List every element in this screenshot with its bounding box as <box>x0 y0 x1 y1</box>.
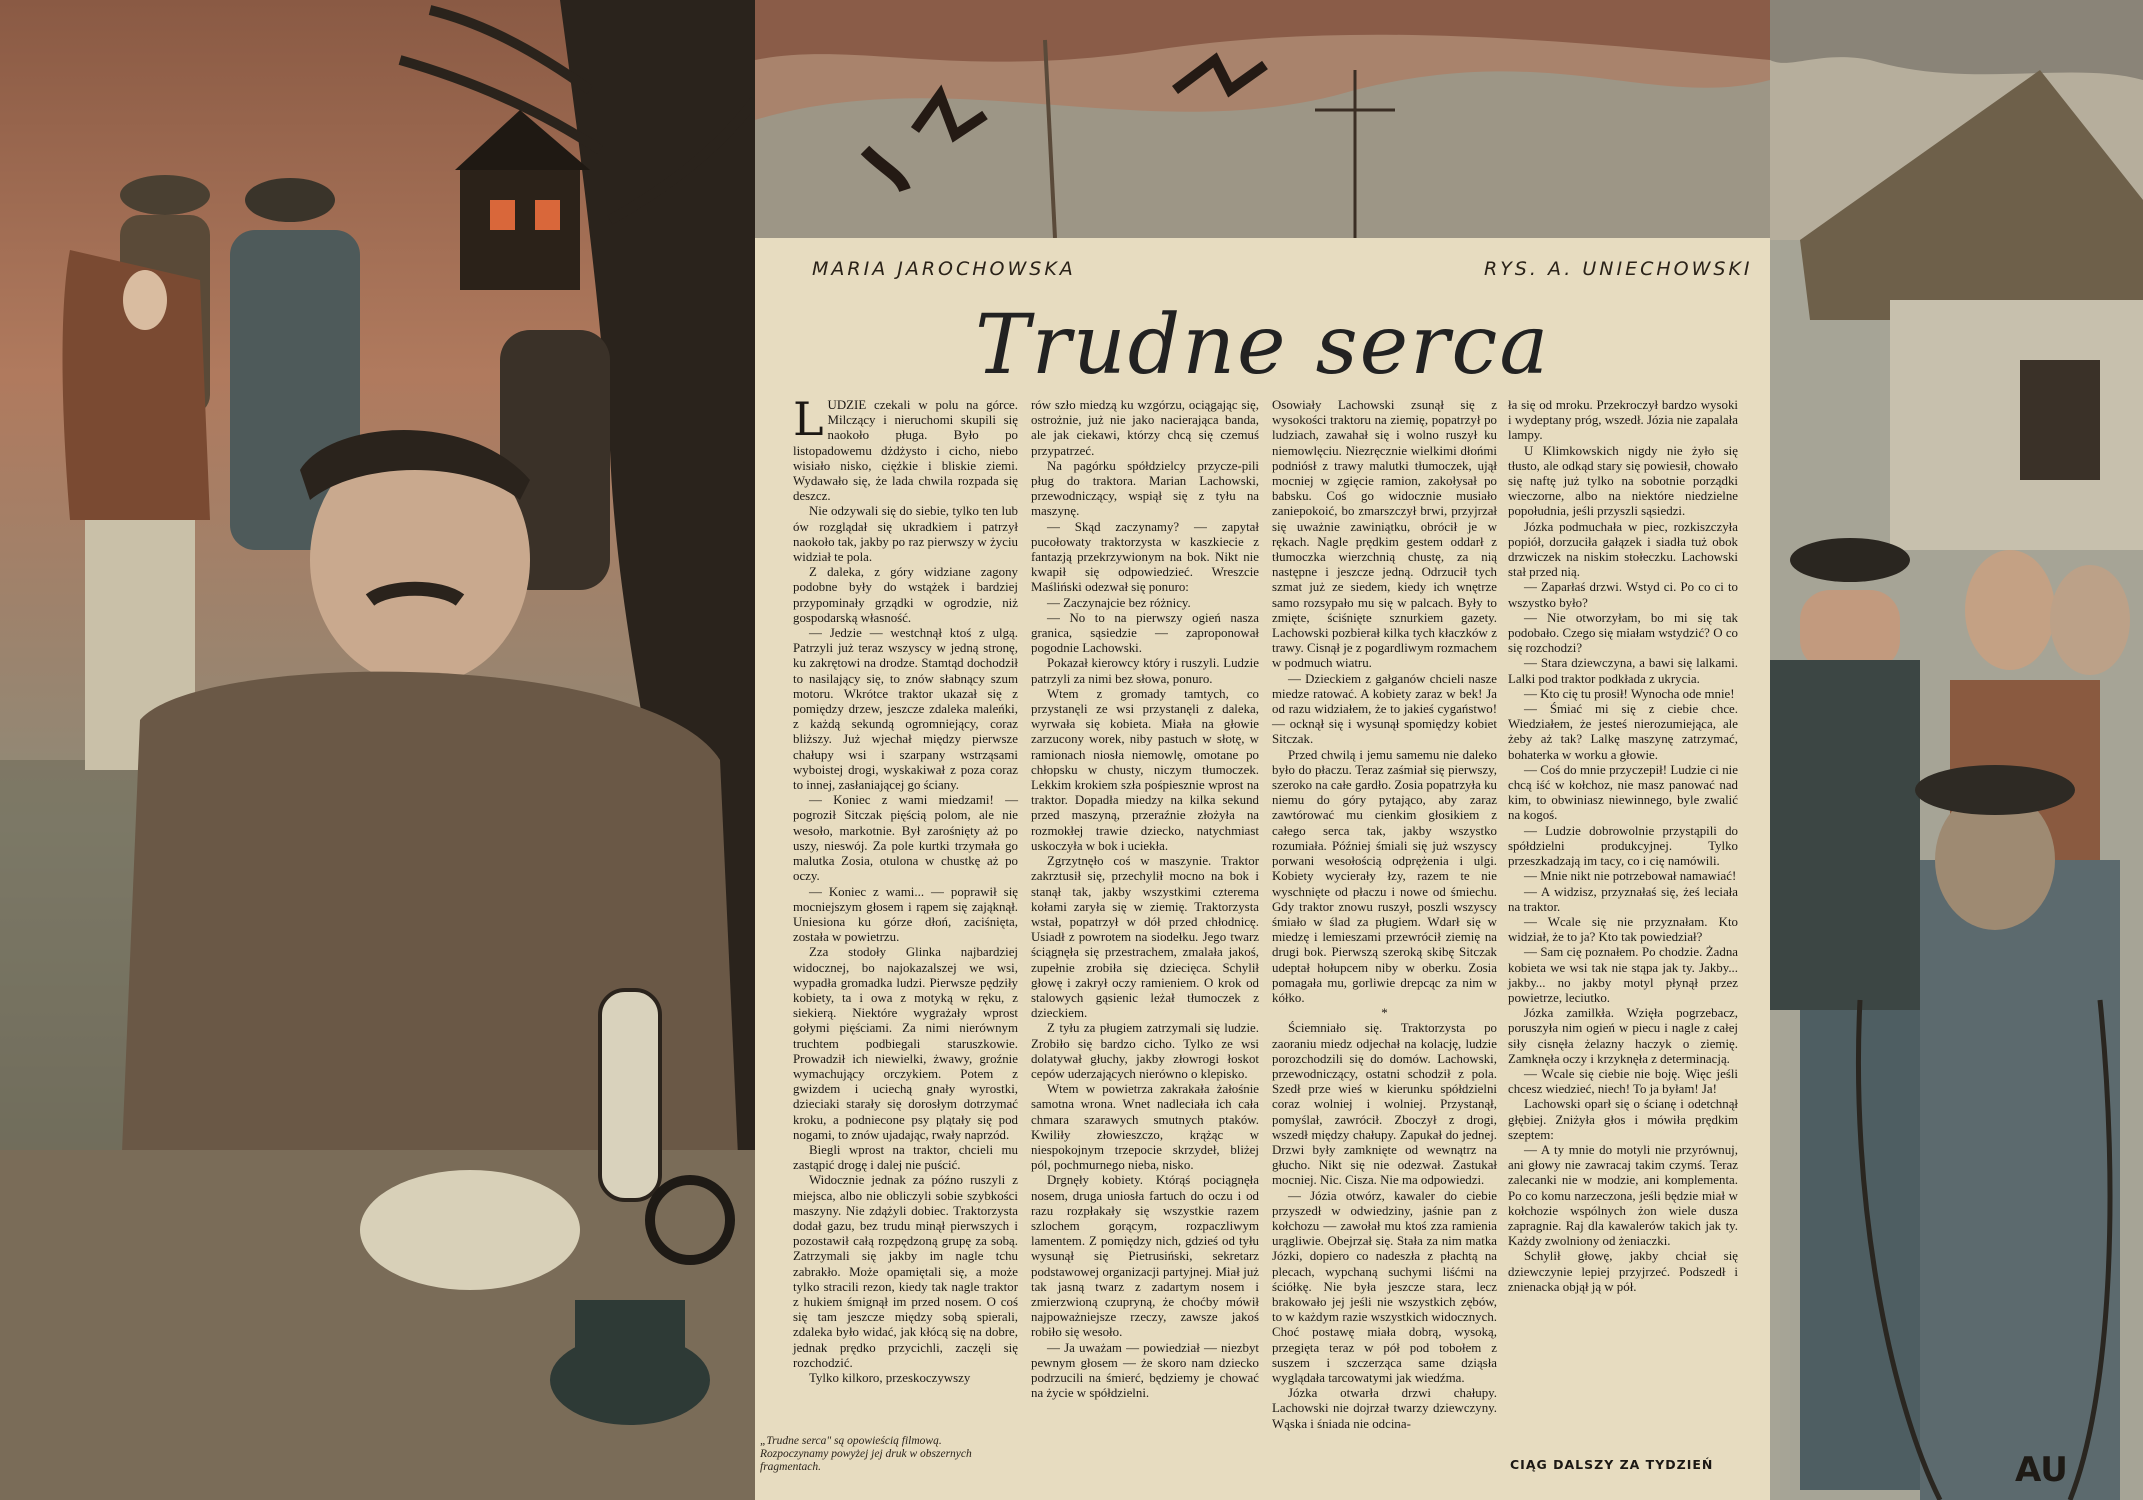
paragraph: — Zaczynajcie bez różnicy. <box>1047 595 1191 610</box>
paragraph: Drgnęły kobiety. Którąś pociągnęła nosem, druga uniosła fartuch do oczu i od razu rozpłakały się wszystkie razem szlochem gorącym, rozpaczliwym lamentem. Z pomiędzy nich, gdzieś od tyłu wysunął się Pietrusiński, sekretarz podstawowej organizacji partyjnej. Miał już tak jasną twarz z zadartym nosem i zmierzwioną czupryną, że choćby mówił najpoważniejsze rzeczy, zawsze jakoś robiło się wesoło. <box>1031 1173 1259 1340</box>
paragraph: — Dzieckiem z gałganów chcieli nasze miedze ratować. A kobiety zaraz w bek! Ja od razu widziałem, że to jakieś cygaństwo! — ocknął się i wysunął spomiędzy kobiet Sitczak. <box>1272 671 1497 747</box>
artist-signature: AU <box>2015 1450 2068 1490</box>
text-column-1 <box>793 392 1018 1386</box>
paragraph: — Wcale się ciebie nie boję. Więc jeśli chcesz wiedzieć, niech! To ja byłam! Ja! <box>1508 1066 1738 1097</box>
paragraph: — Ludzie dobrowolnie przystąpili do spółdzielni produkcyjnej. Tylko przeszkadzają im tacy, co i cię namówili. <box>1508 823 1738 869</box>
paragraph: Z daleka, z góry widziane zagony podobne były do wstążek i bardziej przypominały grządki w ogrodzie, niż gospodarską własność. <box>793 565 1018 625</box>
paragraph: Osowiały Lachowski zsunął się z wysokości traktoru na ziemię, popatrzył po ludziach, zawahał się i wolno ruszył ku niemowlęciu. Niezręcznie wielkimi dłońmi podniósł z trawy malutki tłumoczek, ujął mocniej w zgięcie ramion, zakołysał po babsku. Coś go widocznie musiało zaniepokoić, bo zmarszczył brwi, przyjrzał się uważnie zawiniątku, obrócił je w rękach. Nagle prędkim gestem oddarł z tłumoczka wierzchnią chustę, za nią następne i jeszcze jedną. Odrzucił tych szmat już ze siedem, kiedy ich wnętrze samo rozsypało mu się w palcach. Były to zmięte, ściśnięte sznurkiem gazety. Lachowski pozbierał kilka tych kłaczków z trawy. Cisnął je z pogardliwym rozmachem w podmuch wiatru. <box>1272 398 1497 671</box>
paragraph: Biegli wprost na traktor, chcieli mu zastąpić drogę i dalej nie puścić. <box>793 1142 1018 1173</box>
paragraph: Lachowski oparł się o ścianę i odetchnął głębiej. Zniżyła głos i mówiła prędkim szeptem: <box>1508 1097 1738 1142</box>
paragraph: — Śmiać mi się z ciebie chce. Wiedziałem, że jesteś nierozumiejąca, ale żeby aż tak? Lalkę maszynę zatrzymać, bohaterka w worku a głowie. <box>1508 702 1738 762</box>
paragraph: Schylił głowę, jakby chciał się dziewczynie lepiej przyjrzeć. Podszedł i znienacka objął ją w pół. <box>1508 1249 1738 1294</box>
paragraph: — Zaparłaś drzwi. Wstyd ci. Po co ci to wszystko było? <box>1508 580 1738 610</box>
paragraph: — Wcale się nie przyznałam. Kto widział, że to ja? Kto tak powiedział? <box>1508 914 1738 945</box>
paragraph: — Koniec z wami... — poprawił się mocniejszym głosem i rąpem się zająknął. Uniesiona ku górze dłoń, zaciśnięta, została w powietrzu. <box>793 884 1018 945</box>
paragraph: — Skąd zaczynamy? — zapytał pucołowaty traktorzysta w kaszkiecie z fantazją przekrzywionym na bok. Nikt nie kwapił się odpowiedzieć. Wreszcie Maśliński odezwał się ponuro: <box>1031 519 1259 595</box>
paragraph: UDZIE czekali w polu na górce. Milczący i nieruchomi skupili się naokoło pługa. Było po listopadowemu dżdżysto i cicho, niebo wisiało nisko, ciężkie i bliskie ziemi. Wydawało się, że lada chwila rozpada się deszcz. <box>793 398 1018 504</box>
paragraph: Józka zamilkła. Wzięła pogrzebacz, poruszyła nim ogień w piecu i nagle z całej siły cisnęła żelazny haczyk o ziemię. Zamknęła oczy i krzyknęła z determinacją. <box>1508 1006 1738 1066</box>
paragraph: Ściemniało się. Traktorzysta po zaoraniu miedz odjechał na kolację, ludzie porozchodzili się do domów. Lachowski, przewodniczący, ostatni schodził z pola. Szedł prze wieś w kierunku spółdzielni coraz wolniej i wolniej. Przystanął, pomyślał, zawrócił. Zboczył z drogi, wszedł między chałupy. Zapukał do jednej. Drzwi były zamknięte od wewnątrz na głucho. Nikt się nie odezwał. Zastukał mocniej. Nic. Cisza. Nie ma odpowiedzi. <box>1272 1021 1497 1188</box>
article-title: Trudne serca <box>975 298 1551 393</box>
author-name: MARIA JAROCHOWSKA <box>812 258 1076 280</box>
paragraph: rów szło miedzą ku wzgórzu, ociągając się, ostrożnie, już nie jako nacierająca banda, ale jak ciekawi, którzy chcą się czemuś przypatrzeć. <box>1031 398 1259 458</box>
paragraph: — Stara dziewczyna, a bawi się lalkami. Lalki pod traktor podkłada z ukrycia. <box>1508 656 1738 686</box>
paragraph: — A ty mnie do motyli nie przyrównuj, ani głowy nie zawracaj takim czymś. Teraz zalecanki nie w modzie, ani komplementa. Po co komu narzeczona, jeśli będzie miał w kołchozie wspólnych żon wiele dusza zapragnie. Raj dla kawalerów takich jak ty. Każdy zwolniony od żeniaczki. <box>1508 1142 1738 1249</box>
editorial-footnote: „Trudne serca" są opowieścią filmową. Rozpoczynamy powyżej jej druk w obszernych fragmentach. <box>760 1435 972 1473</box>
paragraph: Przed chwilą i jemu samemu nie daleko było do płaczu. Teraz zaśmiał się pierwszy, szeroko na całe gardło. Zosia popatrzyła ku niemu do góry pytająco, aby zaraz zawtórować mu cienkim głosikiem z całego serca tak, jakby wszystko rozumiała. Później śmiali się już wszyscy porwani wesołością odprężenia i ulgi. Kobiety wycierały łzy, razem te nie wyschnięte od płaczu i nowe od śmiechu. Gdy traktor znowu ruszył, poszli wszyscy śmiało w ślad za pługiem. Wdarł się w miedzę i lemieszami przewrócił ziemię na drugi bok. Pierwszą szeroką skibę Sitczak udeptał hołupcem niby w oberku. Zosia pomagała mu, gorliwie drepcąc za nim w kółko. <box>1272 747 1497 1005</box>
paragraph: — Jedzie — westchnął ktoś z ulgą. Patrzyli już teraz wszyscy w jedną stronę, ku zakrętowi na drodze. Stamtąd dochodził to nasilający się, to znów słabnący szum motoru. Wkrótce traktor ukazał się z pomiędzy drzew, jeszcze zdaleka maleńki, z każdą sekundą ogromniejący, coraz bliższy. Już wjechał między pierwsze chałupy wsi i szarpany wstrząsami wyboistej drogi, wyskakiwał z poza coraz to innej, zasłaniającej go ściany. <box>793 626 1018 793</box>
paragraph: Józka podmuchała w piec, rozkiszczyła popiół, dorzuciła gałązek i siadła tuż obok drzwiczek na niskim stołeczku. Lachowski stał przed nią. <box>1508 519 1738 580</box>
paragraph: — Nie otworzyłam, bo mi się tak podobało. Czego się miałam wstydzić? O co się rozchodzi? <box>1508 610 1738 656</box>
paragraph: — A widzisz, przyznałaś się, żeś leciała na traktor. <box>1508 884 1738 914</box>
paragraph: — Sam cię poznałem. Po chodzie. Żadna kobieta we wsi tak nie stąpa jak ty. Jakby... jakby... no jakby motyl płynął przez powietrze, leciutko. <box>1508 945 1738 1005</box>
illustrator-credit: RYS. A. UNIECHOWSKI <box>1484 258 1753 280</box>
paragraph: — Kto cię tu prosił! Wynocha ode mnie! <box>1524 686 1735 701</box>
paragraph: Nie odzywali się do siebie, tylko ten lub ów rozglądał się ukradkiem i patrzył naokoło tak, jakby po raz pierwszy w życiu widział te pola. <box>793 504 1018 565</box>
paragraph: — Józia otwórz, kawaler do ciebie przyszedł w odwiedziny, jaśnie pan z kołchozu — zawołał mu ktoś zza ramienia urągliwie. Obejrzał się. Stała za nim matka Józki, dopiero co nadeszła z płachtą na plecach, wypchaną suchymi liśćmi na ściółkę. Nie była jeszcze stara, lecz brakowało jej jeśli nie wszystkich zębów, to w każdym razie wszystkich widocznych. Choć postawę miała dobrą, wysoką, przegięta teraz w pół pod tobołem z suszem i szczerząca same dziąsła wyglądała tarcowatymi jak wiedźma. <box>1272 1188 1497 1385</box>
paragraph: U Klimkowskich nigdy nie żyło się tłusto, ale odkąd stary się powiesił, chowało się naftę już tylko na sobotnie porządki wieczorne, albo na niektóre niedzielne popołudnia, jeśli przyszli sąsiedzi. <box>1508 443 1738 519</box>
paragraph: Zgrzytnęło coś w maszynie. Traktor zakrztusił się, przechylił mocno na bok i stanął tak, jakby wszystkimi czterema kołami zaryła się w ziemię. Traktorzysta wstał, popatrzył w dół przed chłodnicę. Usiadł z powrotem na siodełku. Jego twarz ściągnęła się przestrachem, zmalała jakoś, zupełnie zrobiła się dziecięca. Schylił głowę i zakrył oczy ramieniem. O krok od stalowych gąsienic leżał tłumoczek z dzieckiem. <box>1031 854 1259 1021</box>
text-column-2 <box>1031 398 1259 1401</box>
paragraph: — Koniec z wami miedzami! — pogroził Sitczak pięścią polom, ale nie wesoło, markotnie. Był zarośnięty aż po uszy, nieswój. Za pole kurtki trzymała go malutka Zosia, otulona w chustkę aż po oczy. <box>793 793 1018 884</box>
paragraph: Józka otwarła drzwi chałupy. Lachowski nie dojrzał twarzy dziewczyny. Wąska i śniada nie odcina- <box>1272 1386 1497 1431</box>
dropcap: L <box>793 392 824 446</box>
paragraph: ła się od mroku. Przekroczył bardzo wysoki i wydeptany próg, wszedł. Józia nie zapalała lampy. <box>1508 398 1738 443</box>
paragraph: Wtem z gromady tamtych, co przystanęli ze wsi przystanęli z daleka, wyrwała się kobieta. Miała na głowie zarzucony worek, niby pastuch w słotę, w ramionach niosła niemowlę, omotane po chłopsku w chusty, niczym tłumoczek. Lekkim krokiem szła pośpiesznie wprost na traktor. Dopadła miedzy na kilka sekund przed maszyną, przeraźnie złożyła na rozmokłej trawie dziecko, natychmiast uskoczyła w bok i uciekła. <box>1031 686 1259 853</box>
paragraph: — Ja uważam — powiedział — niezbyt pewnym głosem — że skoro nam dziecko podrzucili na śmierć, będziemy je chować na życie w spółdzielni. <box>1031 1340 1259 1401</box>
paragraph: — Coś do mnie przyczepił! Ludzie ci nie chcą iść w kołchoz, nie masz panować nad kim, to obwiniasz niewinnego, byle zwalić na kogoś. <box>1508 762 1738 823</box>
section-break: * <box>1381 1006 1388 1021</box>
left-illustration <box>0 0 755 1500</box>
paragraph: Wtem w powietrza zakrakała żałośnie samotna wrona. Wnet nadleciała ich cała chmara szarawych smutnych ptaków. Kwiliły złowieszczo, krążąc w niespokojnym trzepocie skrzydeł, bliżej pól, pochmurnego nieba, nisko. <box>1031 1082 1259 1173</box>
paragraph: — No to na pierwszy ogień nasza granica, sąsiedzie — zaproponował pogodnie Lachowski. <box>1031 610 1259 656</box>
right-illustration <box>1770 0 2143 1500</box>
paragraph: Zza stodoły Glinka najbardziej widocznej, bo najokazalszej we wsi, wypadła gromadka ludzi. Pierwsze pędziły kobiety, ta i owa z motyką w ręku, z siekierą. Niektóre wygrażały wprost gołymi pięściami. Za nimi nierównym truchtem podbiegali staruszkowie. Prowadził ich niewielki, żwawy, groźnie wymachujący orczykiem. Potem z gwizdem i uciechą gnały wyrostki, dzieciaki starały się dorosłym dotrzymać kroku, a podniecone psy plątały się pod nogami, to znów ujadając, rwały naprzód. <box>793 945 1018 1142</box>
text-column-3 <box>1272 398 1497 1432</box>
continued-notice: CIĄG DALSZY ZA TYDZIEŃ <box>1510 1457 1714 1472</box>
paragraph: — Mnie nikt nie potrzebował namawiać! <box>1524 869 1737 884</box>
paragraph: Na pagórku spółdzielcy przycze-pili pług do traktora. Marian Lachowski, przewodniczący, wspiął się z tyłu na maszynę. <box>1031 458 1259 519</box>
paragraph: Widocznie jednak za późno ruszyli z miejsca, albo nie obliczyli sobie szybkości maszyny. Nie zdążyli dobiec. Traktorzysta dodał gazu, bez trudu minął pierwszych i pozostawił całą rozpędzoną grupę za sobą. Zatrzymali się jakby im nagle tchu zabrakło. Może opamiętali się, a może tylko stracili rezon, kiedy tak nagle traktor z hukiem śmignął im przed nosem. O coś się tam jeszcze między sobą spierali, zdaleka było widać, jak kłócą się na dobre, jednak prędko przycichli, zaczęli się rozchodzić. <box>793 1173 1018 1370</box>
text-column-4 <box>1508 398 1738 1295</box>
paragraph: Pokazał kierowcy który i ruszyli. Ludzie patrzyli za nimi bez słowa, ponuro. <box>1031 656 1259 686</box>
paragraph: Tylko kilkoro, przeskoczywszy <box>809 1371 971 1385</box>
top-illustration <box>755 0 1770 238</box>
paragraph: Z tyłu za pługiem zatrzymali się ludzie. Zrobiło się bardzo cicho. Tylko ze wsi dolatywał głuchy, jakby złowrogi łoskot cepów uderzających nierówno o klepisko. <box>1031 1021 1259 1081</box>
